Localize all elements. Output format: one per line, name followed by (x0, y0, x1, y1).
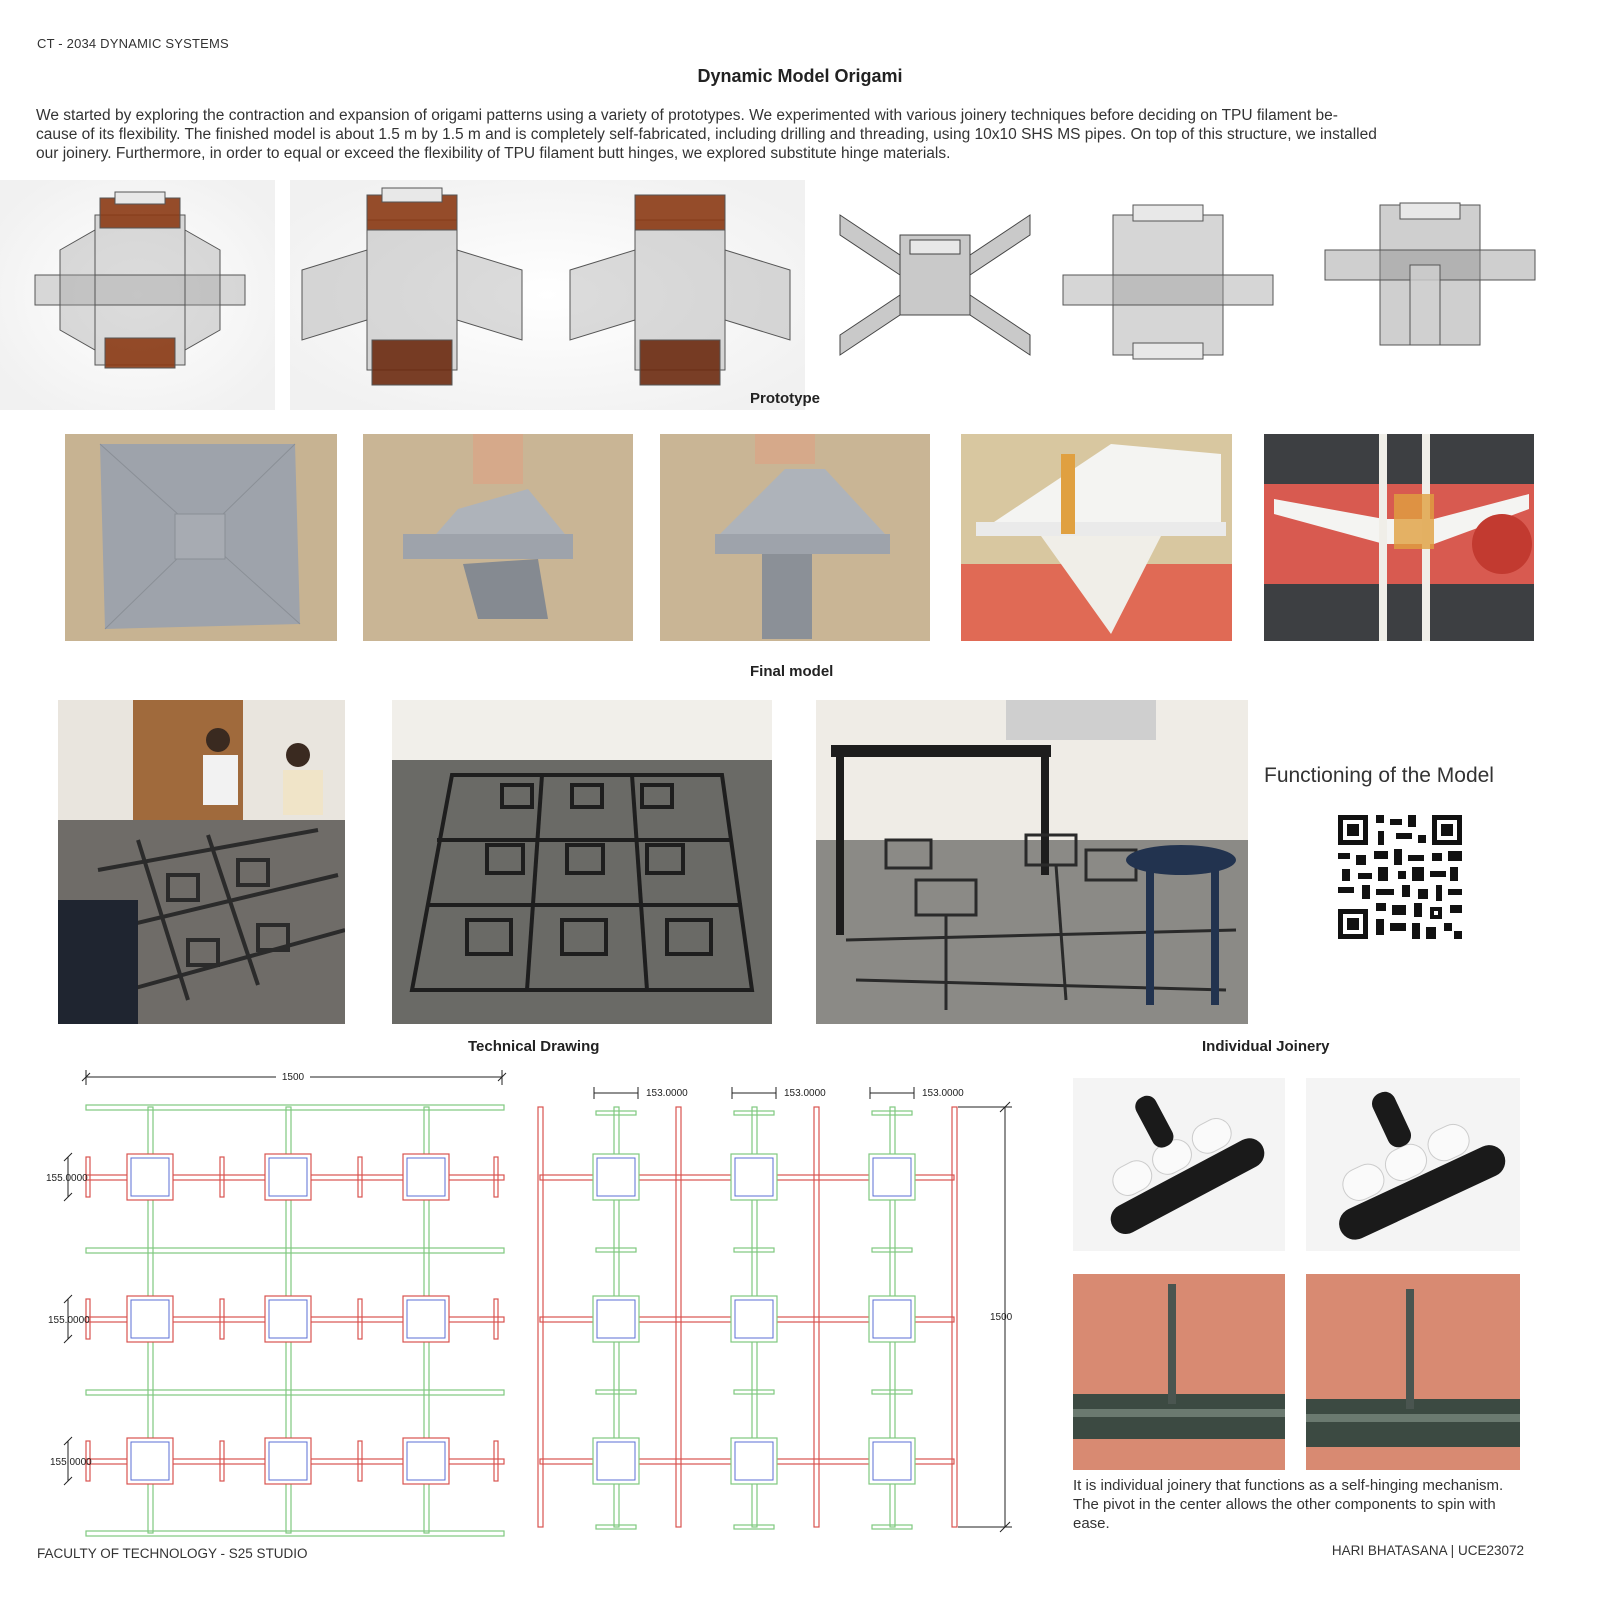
plan-module (731, 1438, 777, 1484)
prototype-render-strip (0, 180, 1600, 410)
plan-cap (734, 1390, 774, 1394)
plan-cap (220, 1441, 224, 1481)
course-code: CT - 2034 DYNAMIC SYSTEMS (37, 36, 229, 51)
plan-connector (424, 1483, 429, 1533)
footer-right: HARI BHATASANA | UCE23072 (1331, 1543, 1524, 1558)
plan-module (403, 1296, 449, 1342)
plan-rail (86, 1248, 504, 1253)
plan-module (127, 1154, 173, 1200)
plan-connector (286, 1483, 291, 1533)
plan-cap (734, 1111, 774, 1115)
qr-code-icon[interactable] (1338, 815, 1462, 939)
plan-module (593, 1438, 639, 1484)
plan-cap (358, 1299, 362, 1339)
render-5 (1063, 205, 1273, 359)
individual-joinery-heading: Individual Joinery (1202, 1038, 1330, 1055)
dim-module-width: 153.0000 (922, 1088, 964, 1099)
plan-cap (596, 1248, 636, 1252)
plan-module (265, 1296, 311, 1342)
prototype-photo-3 (660, 434, 930, 641)
final-model-photo-2 (392, 700, 772, 1024)
joinery-caption: It is individual joinery that functions as a self-hinging mechanism. The pivot in the center allows the other components to spin with ease. (1073, 1477, 1504, 1532)
plan-module (403, 1438, 449, 1484)
dim-overall-height: 1500 (990, 1312, 1013, 1323)
intro-line: We started by exploring the contraction and expansion of origami patterns using a variety of prototypes. We experimented with various joinery techniques before deciding on TPU filament be- (36, 107, 1338, 124)
plan-cap (358, 1441, 362, 1481)
prototype-photo-5 (1264, 434, 1534, 641)
plan-cap (494, 1441, 498, 1481)
prototype-photo-1 (65, 434, 337, 641)
final-model-photo-1 (58, 700, 345, 1024)
plan-module (869, 1438, 915, 1484)
joinery-photo-1 (1073, 1274, 1285, 1470)
technical-drawing (40, 1065, 1020, 1540)
technical-drawing-heading: Technical Drawing (468, 1038, 600, 1055)
dim-overall-width: 1500 (281, 1072, 305, 1083)
render-6 (1325, 203, 1535, 345)
plan-connector (424, 1107, 429, 1155)
dim-module-width: 153.0000 (784, 1088, 826, 1099)
plan-cap (220, 1157, 224, 1197)
dim-module-height: 155.0000 (48, 1315, 90, 1326)
intro-paragraph (36, 106, 1566, 163)
plan-module (731, 1154, 777, 1200)
plan-module (265, 1438, 311, 1484)
plan-connector (148, 1483, 153, 1533)
plan-module (593, 1296, 639, 1342)
joinery-photo-2 (1306, 1274, 1520, 1470)
plan-cap (494, 1157, 498, 1197)
plan-cap (872, 1390, 912, 1394)
joinery-render-1 (1073, 1078, 1285, 1251)
plan-module (127, 1296, 173, 1342)
plan-cap (220, 1299, 224, 1339)
final-model-heading: Final model (750, 663, 834, 680)
plan-cap (734, 1248, 774, 1252)
intro-line: our joinery. Furthermore, in order to equal or exceed the flexibility of TPU filament butt hinges, we explored substitute hinge materials. (36, 145, 951, 162)
dim-module-height: 155.0000 (46, 1173, 88, 1184)
plan-module (869, 1296, 915, 1342)
technical-drawing-svg (40, 1065, 1020, 1540)
plan-module (869, 1154, 915, 1200)
plan-cap (596, 1390, 636, 1394)
joinery-render-2 (1306, 1078, 1520, 1251)
plan-cap (872, 1248, 912, 1252)
dim-module-width: 153.0000 (646, 1088, 688, 1099)
final-model-photo-3 (816, 700, 1248, 1024)
prototype-photo-2 (363, 434, 633, 641)
dim-module-height: 155.0000 (50, 1457, 92, 1468)
plan-cap (358, 1157, 362, 1197)
plan-module (265, 1154, 311, 1200)
prototype-renders (0, 180, 1600, 410)
render-4 (840, 215, 1030, 355)
footer-left: FACULTY OF TECHNOLOGY - S25 STUDIO (37, 1546, 308, 1561)
functioning-heading: Functioning of the Model (1264, 764, 1494, 787)
page-title: Dynamic Model Origami (697, 66, 903, 86)
plan-connector (148, 1107, 153, 1155)
intro-line: cause of its flexibility. The finished model is about 1.5 m by 1.5 m and is completely self-fabricated, including drilling and threading, using 10x10 SHS MS pipes. On top of this structure, we installed (36, 126, 1377, 143)
plan-cap (872, 1111, 912, 1115)
plan-module (127, 1438, 173, 1484)
plan-module (403, 1154, 449, 1200)
plan-rail (86, 1390, 504, 1395)
plan-connector (286, 1107, 291, 1155)
plan-cap (494, 1299, 498, 1339)
plan-cap (596, 1111, 636, 1115)
left-plan (86, 1105, 504, 1536)
plan-module (593, 1154, 639, 1200)
prototype-heading: Prototype (750, 390, 821, 407)
right-plan (538, 1107, 957, 1529)
prototype-photo-4 (961, 434, 1232, 641)
plan-module (731, 1296, 777, 1342)
